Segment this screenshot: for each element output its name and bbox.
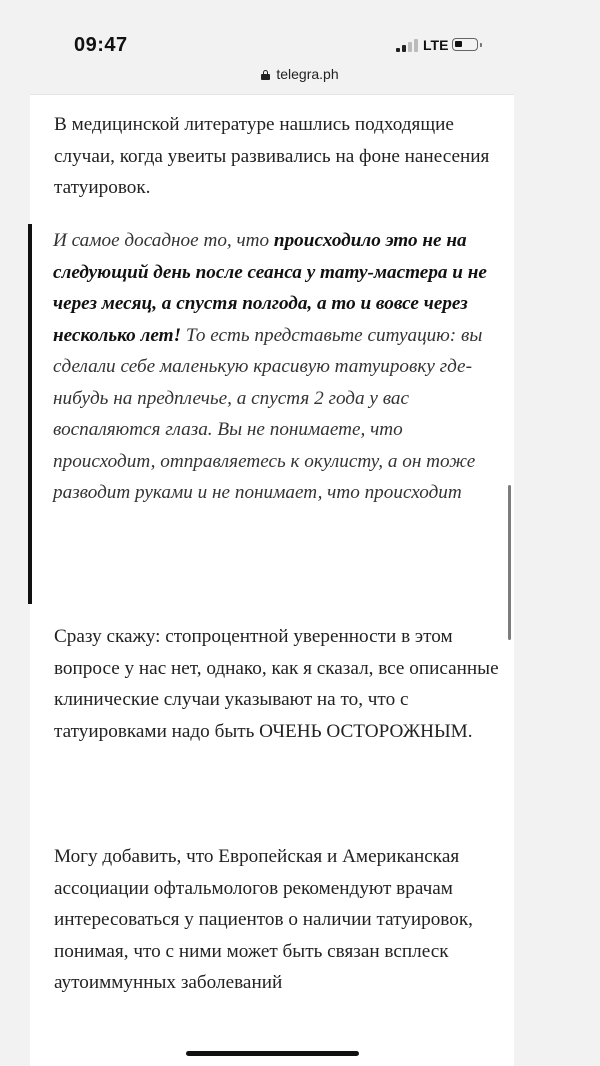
status-time: 09:47 bbox=[74, 34, 128, 56]
page-scrollbar[interactable] bbox=[508, 485, 511, 640]
home-indicator[interactable] bbox=[186, 1051, 359, 1056]
lock-icon bbox=[261, 70, 270, 80]
cellular-signal-icon bbox=[396, 38, 420, 52]
paragraph-3: Могу добавить, что Европейская и Американская ассоциации офтальмологов рекомендуют врачам интересоваться у пациентов о наличии татуировок, понимая, что с ними может быть связан всплеск аутоиммунных заболеваний bbox=[54, 846, 473, 993]
url-text: telegra.ph bbox=[276, 66, 339, 82]
article-page bbox=[30, 94, 514, 1066]
article-quote bbox=[28, 224, 498, 604]
battery-tip bbox=[480, 43, 482, 47]
quote-bold-text: происходило это не на следующий день после сеанса у тату-мастера и не через месяц, а спустя полгода, а то и вовсе через несколько лет! bbox=[53, 230, 487, 346]
quote-text-2: То есть представьте ситуацию: вы сделали себе маленькую красивую татуировку где-нибудь на предплечье, а спустя 2 года у вас воспаляются глаза. Вы не понимаете, что происходит, отправляетесь к окулисту, а он тоже разводит руками и не понимает, что происходит bbox=[53, 324, 483, 503]
paragraph-2: Сразу скажу: стопроцентной уверенности в этом вопросе у нас нет, однако, как я сказал, все описанные клинические случаи указывают на то, что с татуировками надо быть ОЧЕНЬ ОСТОРОЖНЫМ. bbox=[54, 626, 499, 742]
status-bar bbox=[0, 0, 600, 62]
battery-level bbox=[455, 41, 462, 47]
battery-icon bbox=[452, 38, 478, 51]
quote-text-1: И самое досадное то, что bbox=[53, 230, 274, 251]
network-type: LTE bbox=[423, 37, 449, 53]
paragraph-1: В медицинской литературе нашлись подходящие случаи, когда увеиты развивались на фоне нанесения татуировок. bbox=[54, 114, 490, 198]
url-bar[interactable] bbox=[0, 66, 600, 86]
